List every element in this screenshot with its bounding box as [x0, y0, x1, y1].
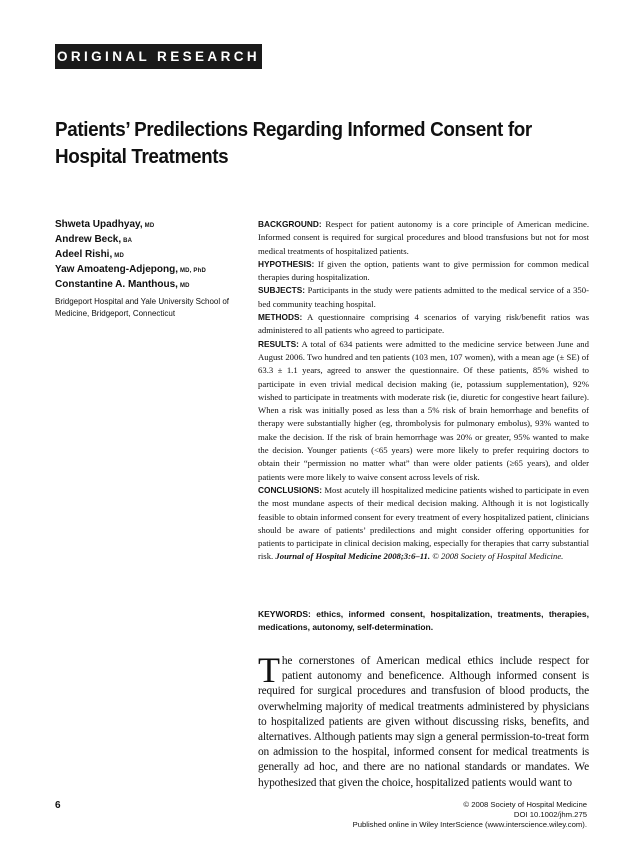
abstract-text: Most acutely ill hospitalized medicine patients wished to participate in even the most mundane aspects of their medical decision making. Although it is not logistically feasible to obtain informed consent for every treatment of every hospitalized patient, clinicians should be aware of patients’ predilections and might consider offering opportunities for patients to participate in clinical decision making, especially for therapies that carry substantial risk.: [258, 484, 589, 562]
abstract-hypothesis: [258, 258, 589, 285]
abstract-conclusions: [258, 484, 589, 564]
page-number: 6: [55, 800, 61, 811]
abstract-label: HYPOTHESIS:: [258, 258, 315, 269]
drop-cap: T: [258, 650, 280, 690]
author-name: Yaw Amoateng-Adjepong,: [55, 264, 178, 275]
body-paragraph: he cornerstones of American medical ethics include respect for patient autonomy and beneficence. Although informed consent is required for surgical procedures and transfusion of blood products, the overwhelming majority of medical treatments administered by physicians to hospitalized patients are given without discussing risks, benefits, and alternatives. Although patients may sign a general permission-to-treat form on admission to the hospital, informed consent for medical treatments is generally ad hoc, and there are no national standards or mandates. We hypothesized that given the choice, hospitalized patients would want to: [258, 655, 589, 789]
abstract-results: [258, 338, 589, 484]
affiliation: Bridgeport Hospital and Yale University School of Medicine, Bridgeport, Connecticut: [55, 297, 230, 318]
abstract-text: Participants in the study were patients admitted to the medical service of a 350-bed community teaching hospital.: [258, 285, 589, 309]
author-entry: [55, 263, 245, 278]
author-name: Andrew Beck,: [55, 234, 122, 245]
abstract-text: A total of 634 patients were admitted to the medicine service between June and August 2006. Two hundred and ten patients (103 men, 107 women), with a mean age (± SE) of 63.3 ± 1.1 years, agreed to answer the questionnaire. Of these patients, 85% wished to participate in even trivial medical decision making (ie, potassium supplementation), 92% wished to participate in treatments with moderate risk (ie, diuretic for congestive heart failure). When a risk was initially posed as less than a 5% risk of brain hemorrhage and benefits of therapy were substantially higher (eg, thrombolysis for pulmonary embolus), 93% wanted to make the decision. If the risk of brain hemorrhage was 20% or greater, 95% wanted to make the decision. Younger patients (<65 years) were more likely to prefer requiring doctors to obtain their “permission no matter what” than were older patients (≥65 years), and older patients were more likely to waive consent across levels of risk.: [258, 338, 589, 482]
author-entry: [55, 218, 245, 233]
article-title: Patients’ Predilections Regarding Informed Consent for Hospital Treatments: [55, 118, 532, 168]
journal-citation: [275, 551, 563, 561]
keywords: KEYWORDS: ethics, informed consent, hospitalization, treatments, therapies, medications, autonomy, self-determination.: [258, 609, 589, 632]
abstract-label: SUBJECTS:: [258, 285, 306, 296]
abstract-methods: [258, 311, 589, 338]
abstract: [258, 218, 589, 564]
journal-volume: 2008;3:6–11.: [381, 551, 431, 562]
footer-copyright: © 2008 Society of Hospital Medicine: [463, 800, 587, 809]
abstract-text: A questionnaire comprising 4 scenarios of varying risk/benefit ratios was administered to all patients who agreed to participate.: [258, 312, 589, 336]
abstract-label: RESULTS:: [258, 338, 299, 349]
abstract-background: [258, 218, 589, 258]
author-name: Adeel Rishi,: [55, 249, 113, 260]
author-degree: MD, PhD: [179, 268, 207, 274]
body-text: [258, 650, 589, 791]
author-name: Constantine A. Manthous,: [55, 279, 178, 290]
author-entry: [55, 248, 245, 263]
abstract-text: Respect for patient autonomy is a core principle of American medicine. Informed consent is required for surgical procedures and blood transfusions but not for most medical treatments of hospitalized patients.: [258, 219, 589, 256]
abstract-subjects: [258, 284, 589, 311]
abstract-label: BACKGROUND:: [258, 219, 322, 229]
citation-copyright: © 2008 Society of Hospital Medicine.: [430, 551, 564, 562]
author-list: [55, 218, 245, 293]
author-name: Shweta Upadhyay,: [55, 219, 143, 230]
journal-name: Journal of Hospital Medicine: [275, 551, 382, 562]
author-entry: [55, 233, 245, 248]
section-banner: ORIGINAL RESEARCH: [55, 44, 262, 69]
author-entry: [55, 278, 245, 293]
page-footer: [353, 800, 587, 830]
author-degree: MD: [179, 283, 190, 289]
abstract-label: CONCLUSIONS:: [258, 484, 323, 495]
author-degree: MD: [144, 223, 155, 229]
footer-published: Published online in Wiley InterScience (www.interscience.wiley.com).: [352, 820, 587, 829]
abstract-label: METHODS:: [258, 312, 303, 323]
author-degree: MD: [114, 253, 124, 259]
abstract-text: If given the option, patients want to give permission for common medical therapies during hospitalization.: [258, 258, 589, 283]
author-degree: BA: [123, 238, 133, 244]
footer-doi: DOI 10.1002/jhm.275: [513, 810, 587, 819]
